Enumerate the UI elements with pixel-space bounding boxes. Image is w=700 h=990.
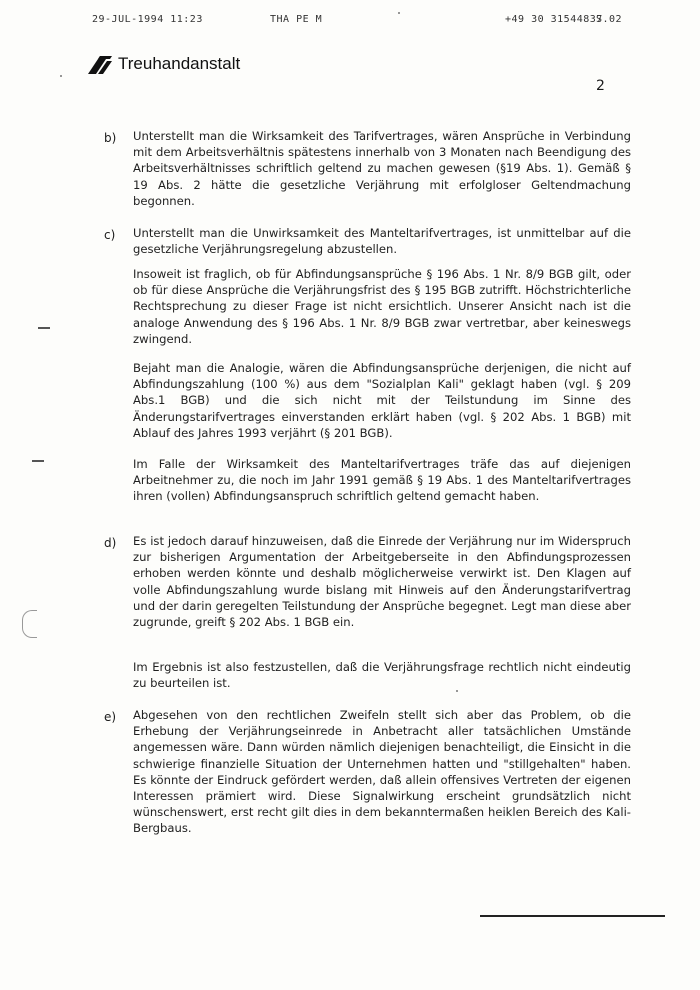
organization-name: Treuhandanstalt [118,54,241,73]
paragraph-c-4: Im Falle der Wirksamkeit des Manteltarifvertrages träfe das auf diejenigen Arbeitnehmer zu, die noch im Jahr 1991 gemäß § 19 Abs. 1 des Manteltarifvertrages ihren (vollen) Abfindungsanspruch schriftlich geltend gemacht haben. [133,457,631,504]
paragraph-d-2: Im Ergebnis ist also festzustellen, daß die Verjährungsfrage rechtlich nicht eindeutig zu beurteilen ist. [133,660,631,691]
footer-rule [480,915,665,917]
paragraph-c-2: Insoweit ist fraglich, ob für Abfindungsansprüche § 196 Abs. 1 Nr. 8/9 BGB gilt, oder ob für diese Ansprüche die Verjährungsfrist des § 195 BGB zutrifft. Höchstrichterliche Rechtsprechung zu dieser Frage ist nicht ersichtlich. Unserer Ansicht nach ist die analoge Anwendung des § 196 Abs. 1 Nr. 8/9 BGB zwar vertretbar, aber keineswegs zwingend. [133,267,631,346]
section-label-b: b) [104,131,117,145]
paragraph-e-1: Abgesehen von den rechtlichen Zweifeln stellt sich aber das Problem, ob die Erhebung der Verjährungseinrede in Anbetracht aller tatsächlichen Umstände angemessen wäre. Dann würden nämlich diejenigen benachteiligt, die Einsicht in die schwierige finanzielle Situation der Unternehmen hatten und "stillgehalten" haben. Es könnte der Eindruck gefördert werden, daß allein offensives Vertreten der eigenen Interessen prämiert wird. Diese Signalwirkung erscheint grundsätzlich nicht wünschenswert, erst recht gilt dies in dem bekanntermaßen heiklen Bereich des Kali-Bergbaus. [133,708,631,836]
letterhead [86,53,240,75]
fax-date-time: 29-JUL-1994 11:23 [92,14,203,25]
section-label-d: d) [104,536,117,550]
section-label-e: e) [104,710,117,724]
page-number: 2 [596,78,605,94]
hole-punch-mark [22,610,37,638]
fax-page: S.02 [596,14,623,25]
margin-mark [32,460,44,462]
paragraph-c-3: Bejaht man die Analogie, wären die Abfindungsansprüche derjenigen, die nicht auf Abfindungszahlung (100 %) aus dem "Sozialplan Kali" geklagt haben (vgl. § 209 Abs.1 BGB) und die sich nicht mit der Teilstundung im Sinne des Änderungstarifvertrages einverstanden erklärt haben (vgl. § 202 Abs. 1 BGB) mit Ablauf des Jahres 1993 verjährt (§ 201 BGB). [133,361,631,440]
section-label-c: c) [104,228,116,242]
scan-speck [60,75,62,77]
margin-mark [38,327,50,329]
paragraph-d-1: Es ist jedoch darauf hinzuweisen, daß die Einrede der Verjährung nur im Widerspruch zur bisherigen Argumentation der Arbeitgeberseite in den Abfindungsprozessen erhoben werden könnte und deshalb möglicherweise verwirkt ist. Den Klagen auf volle Abfindungszahlung wurde bislang mit Hinweis auf den Änderungstarifvertrag und der darin geregelten Teilstundung der Ansprüche begegnet. Legt man diese aber zugrunde, greift § 202 Abs. 1 BGB ein. [133,534,631,630]
fax-sender: THA PE M [270,14,323,25]
paragraph-c-1: Unterstellt man die Unwirksamkeit des Manteltarifvertrages, ist unmittelbar auf die gesetzliche Verjährungsregelung abzustellen. [133,226,631,257]
scan-speck [456,690,458,692]
fax-phone: +49 30 31544837 [505,14,603,25]
paragraph-b-1: Unterstellt man die Wirksamkeit des Tarifvertrages, wären Ansprüche in Verbindung mit dem Arbeitsverhältnis spätestens innerhalb von 3 Monaten nach Beendigung des Arbeitsverhältnisses schriftlich geltend zu machen gewesen (§19 Abs. 1). Gemäß § 19 Abs. 2 hätte die gesetzliche Verjährung mit erfolgloser Geltendmachung begonnen. [133,129,631,208]
treuhand-logo-icon [86,53,114,75]
scan-speck [398,12,400,14]
